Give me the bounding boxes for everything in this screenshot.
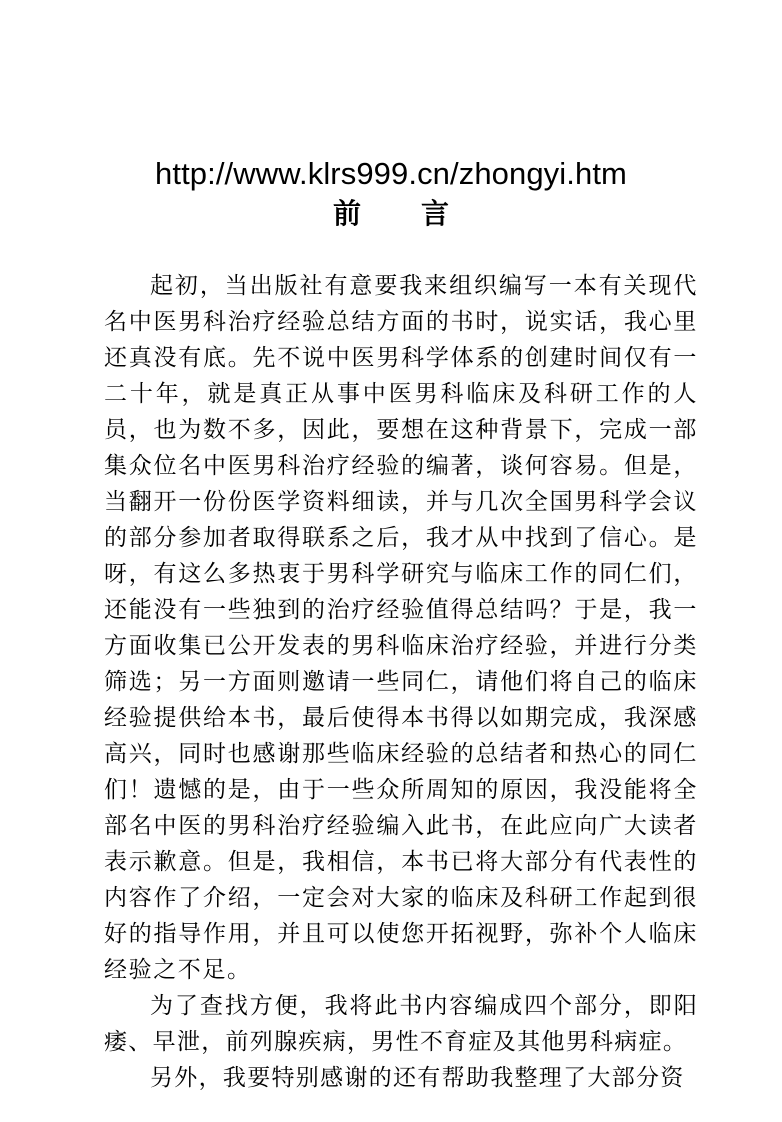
paragraph-2: 为了查找方便，我将此书内容编成四个部分，即阳痿、早泄，前列腺疾病，男性不育症及其他男科病症。 xyxy=(104,993,698,1055)
paragraph-1: 起初，当出版社有意要我来组织编写一本有关现代名中医男科治疗经验总结方面的书时，说实话，我心里还真没有底。先不说中医男科学体系的创建时间仅有一二十年，就是真正从事中医男科临床及科研工作的人员，也为数不多，因此，要想在这种背景下，完成一部集众位名中医男科治疗经验的编著，谈何容易。但是，当翻开一份份医学资料细读，并与几次全国男科学会议的部分参加者取得联系之后，我才从中找到了信心。是呀，有这么多热衷于男科学研究与临床工作的同仁们，还能没有一些独到的治疗经验值得总结吗？于是，我一方面收集已公开发表的男科临床治疗经验，并进行分类筛选；另一方面则邀请一些同仁，请他们将自己的临床经验提供给本书，最后使得本书得以如期完成，我深感高兴，同时也感谢那些临床经验的总结者和热心的同仁们！遗憾的是，由于一些众所周知的原因，我没能将全部名中医的男科治疗经验编入此书，在此应向广大读者表示歉意。但是，我相信，本书已将大部分有代表性的内容作了介绍，一定会对大家的临床及科研工作起到很好的指导作用，并且可以使您开拓视野，弥补个人临床经验之不足。 xyxy=(104,273,698,983)
page-url: http://www.klrs999.cn/zhongyi.htm xyxy=(155,156,627,191)
paragraph-3: 另外，我要特别感谢的还有帮助我整理了大部分资 xyxy=(150,1065,685,1091)
preface-body xyxy=(104,268,698,1096)
page-title: 前言 xyxy=(332,197,509,230)
